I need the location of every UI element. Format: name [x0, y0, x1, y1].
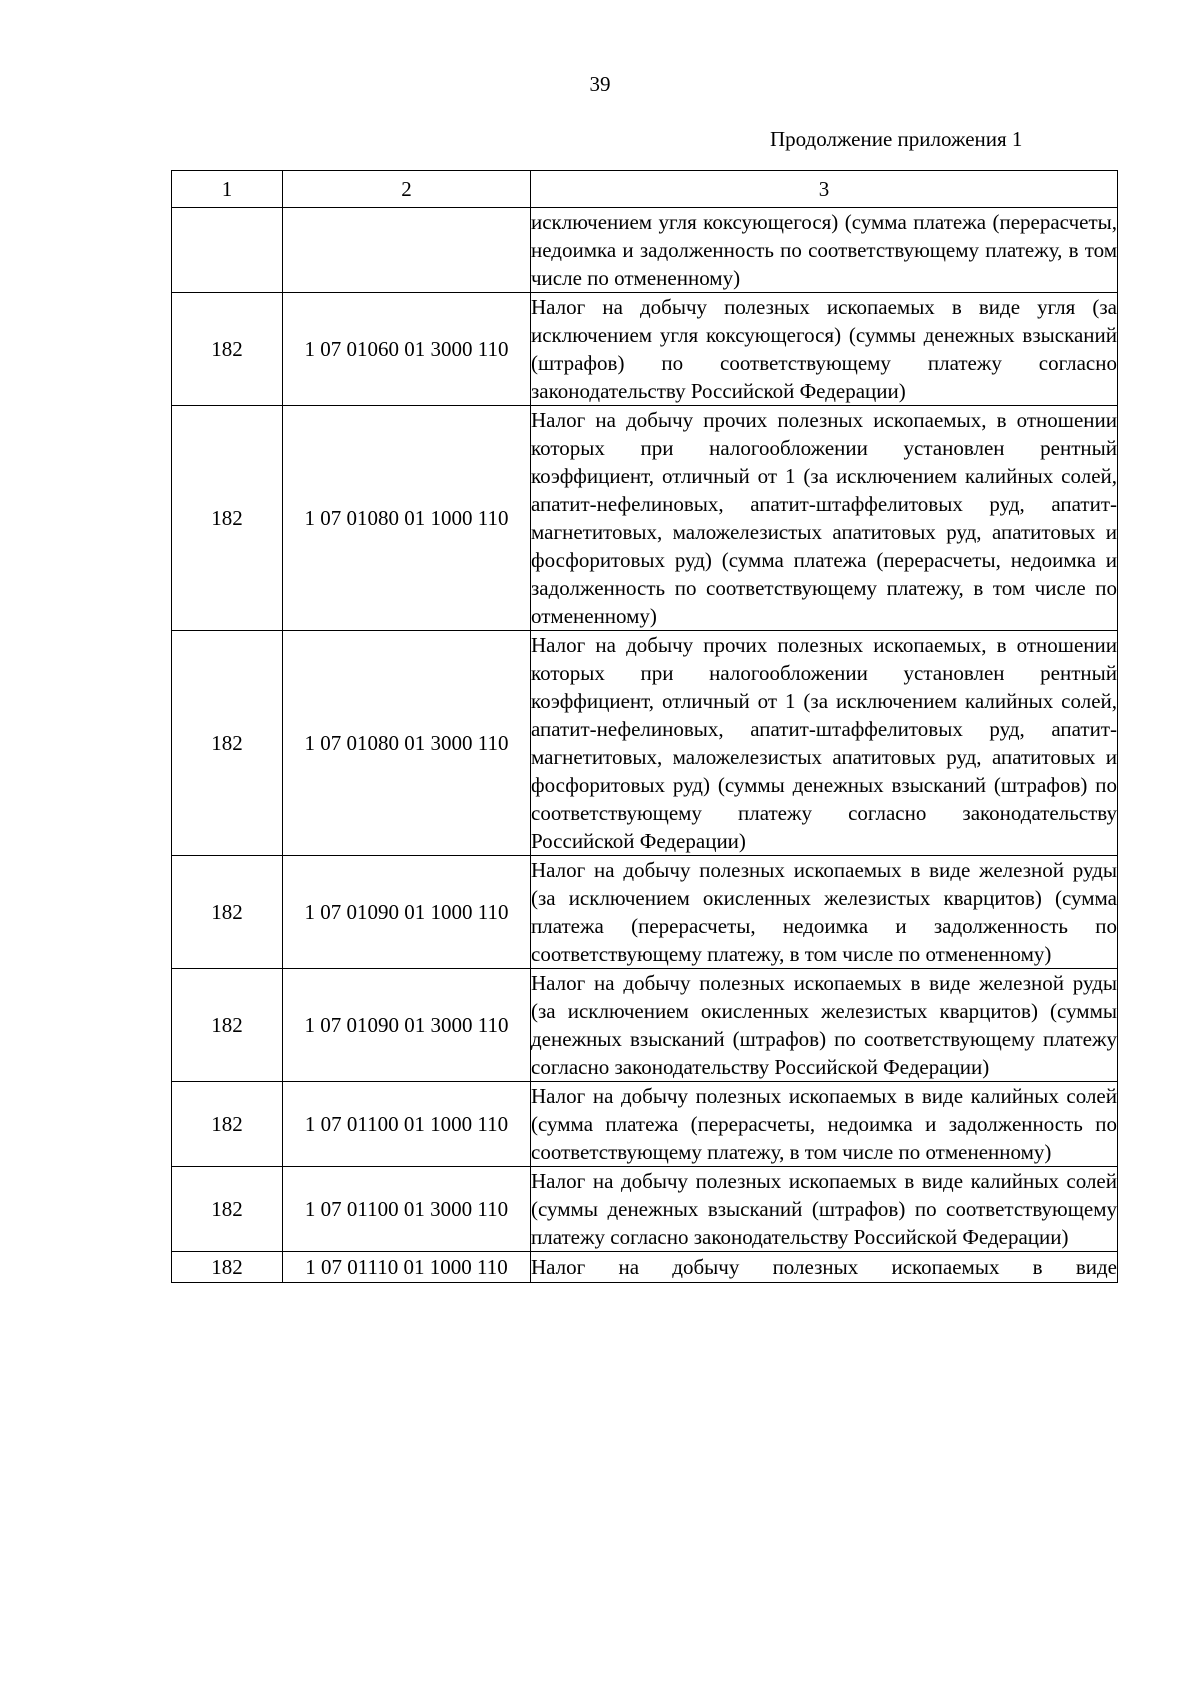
budget-code-cell: 1 07 01110 01 1000 110: [283, 1252, 531, 1283]
table-row: [172, 969, 1118, 1082]
budget-code-cell: 1 07 01090 01 3000 110: [283, 969, 531, 1082]
admin-code-cell: 182: [172, 631, 283, 856]
admin-code-cell: 182: [172, 293, 283, 406]
budget-code-cell: 1 07 01080 01 3000 110: [283, 631, 531, 856]
admin-code-cell: 182: [172, 1082, 283, 1167]
table-row: [172, 1167, 1118, 1252]
table-row: [172, 1252, 1118, 1283]
admin-code-cell: 182: [172, 969, 283, 1082]
description-cell: Налог на добычу прочих полезных ископаемых, в отношении которых при налогообложении установлен рентный коэффициент, отличный от 1 (за исключением калийных солей, апатит-нефелиновых, апатит-штаффелитовых руд, апатит-магнетитовых, маложелезистых апатитовых руд, апатитовых и фосфоритовых руд) (сумма платежа (перерасчеты, недоимка и задолженность по соответствующему платежу, в том числе по отмененному): [531, 406, 1118, 631]
continuation-label: Продолжение приложения 1: [770, 127, 1023, 151]
budget-code-cell: [283, 208, 531, 293]
admin-code-cell: [172, 208, 283, 293]
description-cell: Налог на добычу полезных ископаемых в виде: [531, 1252, 1118, 1283]
budget-code-cell: 1 07 01090 01 1000 110: [283, 856, 531, 969]
classification-table: [171, 170, 1118, 1283]
budget-code-cell: 1 07 01100 01 1000 110: [283, 1082, 531, 1167]
table-row: [172, 856, 1118, 969]
header-col-1: 1: [172, 171, 283, 208]
budget-code-cell: 1 07 01060 01 3000 110: [283, 293, 531, 406]
header-col-2: 2: [283, 171, 531, 208]
admin-code-cell: 182: [172, 1252, 283, 1283]
admin-code-cell: 182: [172, 1167, 283, 1252]
header-col-3: 3: [531, 171, 1118, 208]
header-row: [172, 171, 1118, 208]
page-number: 39: [589, 72, 611, 96]
table-row: [172, 406, 1118, 631]
description-cell: Налог на добычу полезных ископаемых в виде угля (за исключением угля коксующегося) (суммы денежных взысканий (штрафов) по соответствующему платежу согласно законодательству Российской Федерации): [531, 293, 1118, 406]
table-row: [172, 293, 1118, 406]
admin-code-cell: 182: [172, 406, 283, 631]
admin-code-cell: 182: [172, 856, 283, 969]
table-row: [172, 1082, 1118, 1167]
description-cell: исключением угля коксующегося) (сумма платежа (перерасчеты, недоимка и задолженность по соответствующему платежу, в том числе по отмененному): [531, 208, 1118, 293]
budget-code-cell: 1 07 01080 01 1000 110: [283, 406, 531, 631]
table-row: [172, 208, 1118, 293]
table-row: [172, 631, 1118, 856]
description-cell: Налог на добычу полезных ископаемых в виде железной руды (за исключением окисленных железистых кварцитов) (суммы денежных взысканий (штрафов) по соответствующему платежу согласно законодательству Российской Федерации): [531, 969, 1118, 1082]
description-cell: Налог на добычу полезных ископаемых в виде железной руды (за исключением окисленных железистых кварцитов) (сумма платежа (перерасчеты, недоимка и задолженность по соответствующему платежу, в том числе по отмененному): [531, 856, 1118, 969]
description-cell: Налог на добычу полезных ископаемых в виде калийных солей (суммы денежных взысканий (штрафов) по соответствующему платежу согласно законодательству Российской Федерации): [531, 1167, 1118, 1252]
description-cell: Налог на добычу полезных ископаемых в виде калийных солей (сумма платежа (перерасчеты, недоимка и задолженность по соответствующему платежу, в том числе по отмененному): [531, 1082, 1118, 1167]
description-cell: Налог на добычу прочих полезных ископаемых, в отношении которых при налогообложении установлен рентный коэффициент, отличный от 1 (за исключением калийных солей, апатит-нефелиновых, апатит-штаффелитовых руд, апатит-магнетитовых, маложелезистых апатитовых руд, апатитовых и фосфоритовых руд) (суммы денежных взысканий (штрафов) по соответствующему платежу согласно законодательству Российской Федерации): [531, 631, 1118, 856]
budget-code-cell: 1 07 01100 01 3000 110: [283, 1167, 531, 1252]
